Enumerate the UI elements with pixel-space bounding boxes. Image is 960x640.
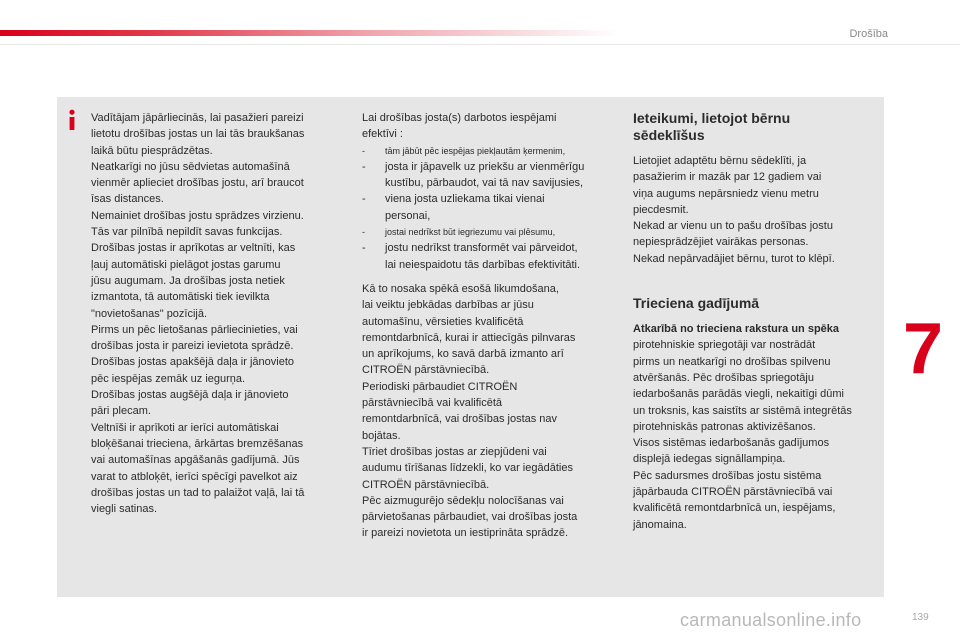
text-line: Lietojiet adaptētu bērnu sēdeklīti, ja — [633, 155, 807, 167]
text-line: jāpārbauda CITROËN pārstāvniecībā vai — [633, 486, 833, 499]
bullet-text: viena josta uzliekama tikai vienai — [385, 193, 545, 206]
bullet-dash: - — [362, 193, 366, 206]
text-line: pirms un neatkarīgi no drošības spilvenu — [633, 355, 831, 368]
bullet-line — [362, 240, 612, 256]
bullet-text: josta ir jāpavelk uz priekšu ar vienmērīgu — [385, 160, 585, 173]
text-line: īsas distances. — [91, 193, 164, 206]
text-line: pirotehniskās patronas aktivizēšanos. — [633, 420, 816, 433]
text-line: viņa augums nepārsniedz vienu metru — [633, 187, 819, 200]
text-line: Nekad nepārvadājiet bērnu, turot to klēpī. — [633, 252, 835, 265]
bullet-dash — [362, 175, 385, 191]
text-line: izmantota, tā automātiski tiek ievilkta — [91, 291, 270, 304]
text-line: varat to atbloķēt, ierīci spēcīgi pavelkot aiz — [91, 470, 298, 483]
belt-usage-column — [362, 110, 612, 542]
bullet-dash: - — [362, 160, 366, 173]
heading-child-seats: Ieteikumi, lietojot bērnu — [633, 110, 791, 126]
text-line: Drošības jostas ir aprīkotas ar veltnīti, kas — [91, 242, 296, 255]
page-number: 139 — [912, 612, 929, 623]
heading-child-seats: sēdeklīšus — [633, 127, 705, 143]
spacer — [633, 144, 878, 153]
text-line: Pirms un pēc lietošanas pārliecinieties, vai — [91, 323, 298, 336]
text-line: Nemainiet drošības jostu sprādzes virzienu. — [91, 209, 304, 222]
text-line: audumu tīrīšanas līdzekli, ko var iegādāties — [362, 462, 573, 475]
text-line: pēc iespējas zemāk uz iegurņa. — [91, 372, 246, 385]
text-line: jānomaina. — [633, 518, 687, 531]
text-line: remontdarbnīcā, kurai ir attiecīgās pilnvaras — [362, 331, 576, 344]
text-line: drošības josta ir pareizi ievietota sprādzē. — [91, 340, 294, 353]
bullet-text: jostu nedrīkst transformēt vai pārveidot, — [385, 242, 578, 255]
bullet-text: jostai nedrīkst būt iegriezumu vai plēsumu, — [385, 227, 556, 238]
header-divider — [0, 44, 960, 45]
bullet-line — [362, 224, 612, 240]
text-line: "novietošanas" pozīcijā. — [91, 307, 208, 320]
child-seat-and-crash-column — [633, 110, 878, 533]
header-accent-bar — [0, 30, 620, 36]
text-line: nepiesprādzējiet vairākas personas. — [633, 236, 809, 249]
bullet-line — [362, 257, 612, 273]
text-line: bloķēšanai trieciena, ārkārtas bremzēšanas — [91, 437, 304, 450]
bullet-line — [362, 208, 612, 224]
text-line: Veltnīši ir aprīkoti ar ierīci automātiskai — [91, 421, 279, 434]
bullet-line — [362, 143, 612, 159]
bullet-text: personai, — [385, 209, 431, 222]
text-line: lietotu drošības jostas un lai tās braukšanas — [91, 128, 305, 141]
text-line: un aprīkojums, ko savā darbā izmanto arī — [362, 348, 564, 361]
chapter-number: 7 — [903, 309, 944, 389]
text-line: bojātas. — [362, 429, 401, 442]
text-line: Neatkarīgi no jūsu sēdvietas automašīnā — [91, 160, 290, 173]
text-line: pāri plecam. — [91, 405, 151, 418]
text-line: Drošības jostas augšējā daļa ir jānovieto — [91, 389, 289, 402]
text-line: displejā iedegas signāllampiņa. — [633, 453, 786, 466]
section-title: Drošība — [849, 28, 888, 40]
text-line: Drošības jostas apakšējā daļa ir jānovieto — [91, 356, 295, 369]
text-line: pasažierim ir mazāk par 12 gadiem vai — [633, 171, 822, 184]
heading-crash: Trieciena gadījumā — [633, 295, 760, 312]
text-line: Tās var pilnībā nepildīt savas funkcijas. — [91, 226, 283, 239]
text-line: CITROËN pārstāvniecībā. — [362, 364, 490, 377]
text-line: piecdesmit. — [633, 203, 689, 216]
text-line: automašīnu, vērsieties kvalificētā — [362, 315, 524, 328]
bullet-dash: - — [362, 145, 365, 156]
text-line: iedarbošanās parādās viegli, nekaitīgi dūmi — [633, 388, 844, 401]
info-icon — [64, 109, 80, 131]
intro-line: efektīvi : — [362, 128, 403, 141]
lead-line: Atkarībā no trieciena rakstura un spēka — [633, 323, 840, 336]
bullet-dash: - — [362, 227, 365, 238]
bullet-text: kustību, pārbaudot, vai tā nav savijusies, — [385, 177, 584, 190]
text-line: Periodiski pārbaudiet CITROËN — [362, 380, 518, 393]
text-line: vienmēr aplieciet drošības jostu, arī braucot — [91, 177, 304, 190]
text-line: viegli satinas. — [91, 503, 158, 516]
info-note-column — [91, 110, 341, 517]
text-line: jūsu augumam. Ja drošības josta netiek — [91, 274, 285, 287]
bullet-dash: - — [362, 242, 366, 255]
bullet-text: tām jābūt pēc iespējas piekļautām ķermenim, — [385, 145, 566, 156]
bullet-dash — [362, 208, 385, 224]
text-line: un troksnis, kas saistīts ar sistēmā integrētās — [633, 404, 852, 417]
text-line: laikā būtu piesprādzētas. — [91, 144, 213, 157]
text-line: Visos sistēmas iedarbošanās gadījumos — [633, 437, 830, 450]
spacer — [362, 273, 612, 281]
text-line: atvēršanās. Pēc drošības spriegotāju — [633, 371, 814, 384]
bullet-dash — [362, 257, 385, 273]
text-line: Vadītājam jāpārliecinās, lai pasažieri pareizi — [91, 112, 304, 124]
text-line: ļauj automātiski pielāgot jostas garumu — [91, 258, 281, 271]
text-line: pārstāvniecībā vai kvalificētā — [362, 397, 503, 410]
bullet-line — [362, 159, 612, 175]
text-line: lai veiktu jebkādas darbības ar jūsu — [362, 299, 534, 312]
text-line: Kā to nosaka spēkā esošā likumdošana, — [362, 282, 559, 295]
bullet-line — [362, 175, 612, 191]
text-line: kvalificētā remontdarbnīcā un, iespējams, — [633, 502, 836, 515]
intro-line: Lai drošības josta(s) darbotos iespējami — [362, 112, 557, 124]
spacer — [633, 312, 878, 321]
text-line: ir pareizi novietota un iestiprināta sprādzē. — [362, 527, 569, 540]
text-line: Pēc aizmugurējo sēdekļu nolocīšanas vai — [362, 494, 564, 507]
text-line: pārvietošanas pārbaudiet, vai drošības josta — [362, 511, 578, 524]
text-line: Tīriet drošības jostas ar ziepjūdeni vai — [362, 445, 547, 458]
text-line: CITROËN pārstāvniecībā. — [362, 478, 490, 491]
bullet-line — [362, 191, 612, 207]
spacer — [633, 267, 878, 295]
bullet-text: lai neiespaidotu tās darbības efektivitāti. — [385, 258, 581, 271]
watermark: carmanualsonline.info — [680, 610, 862, 630]
text-line: vai automašīnas apgāšanās gadījumā. Jūs — [91, 454, 300, 467]
text-line: drošības jostas un tad to palaižot vaļā, lai tā — [91, 486, 305, 499]
text-line: remontdarbnīcā, vai drošības jostas nav — [362, 413, 558, 426]
text-line: Nekad ar vienu un to pašu drošības jostu — [633, 220, 833, 233]
text-line: Pēc sadursmes drošības jostu sistēma — [633, 469, 822, 482]
text-line: pirotehniskie spriegotāji var nostrādāt — [633, 339, 816, 352]
